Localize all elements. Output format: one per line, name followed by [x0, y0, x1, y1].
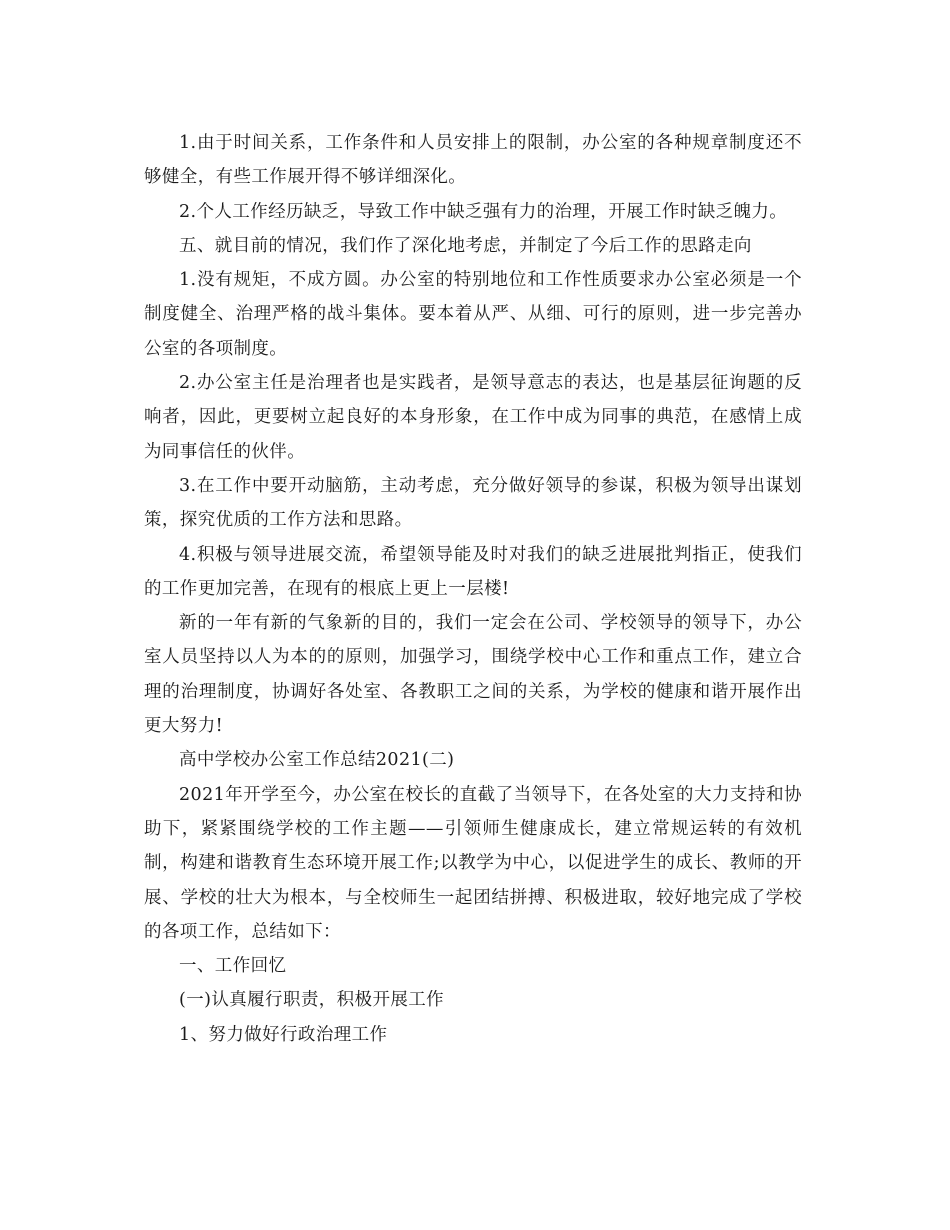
paragraph-plan-3: 3.在工作中要开动脑筋，主动考虑，充分做好领导的参谋，积极为领导出谋划策，探究优质的工作方法和思路。 [144, 475, 802, 531]
paragraph-introduction: 2021年开学至今，办公室在校长的直截了当领导下，在各处室的大力支持和协助下，紧紧围绕学校的工作主题——引领师生健康成长，建立常规运转的有效机制，构建和谐教育生态环境开展工作;以教学为中心，以促进学生的成长、教师的开展、学校的壮大为根本，与全校师生一起团结拼搏、积极进取，较好地完成了学校的各项工作，总结如下： [144, 784, 802, 942]
paragraph-plan-2: 2.办公室主任是治理者也是实践者，是领导意志的表达，也是基层征询题的反响者，因此，更要树立起良好的本身形象，在工作中成为同事的典范，在感情上成为同事信任的伙伴。 [144, 373, 802, 462]
document-body [144, 126, 802, 1052]
paragraph-shortcoming-1: 1.由于时间关系，工作条件和人员安排上的限制，办公室的各种规章制度还不够健全，有些工作展开得不够详细深化。 [144, 133, 802, 188]
document-subtitle: 高中学校办公室工作总结2021(二) [179, 750, 455, 771]
section-heading-future-plan: 五、就目前的情况，我们作了深化地考虑，并制定了今后工作的思路走向 [179, 235, 752, 256]
paragraph-plan-4: 4.积极与领导进展交流，希望领导能及时对我们的缺乏进展批判指正，使我们的工作更加完善，在现有的根底上更上一层楼! [144, 544, 802, 599]
subsection-heading-duties: (一)认真履行职责，积极开展工作 [179, 990, 445, 1011]
section-heading-review: 一、工作回忆 [179, 956, 287, 977]
item-heading-admin-work: 1、努力做好行政治理工作 [179, 1024, 388, 1045]
paragraph-new-year-outlook: 新的一年有新的气象新的目的，我们一定会在公司、学校领导的领导下，办公室人员坚持以人为本的的原则，加强学习，围绕学校中心工作和重点工作，建立合理的治理制度，协调好各处室、各教职工之间的关系，为学校的健康和谐开展作出更大努力! [144, 613, 802, 737]
paragraph-shortcoming-2: 2.个人工作经历缺乏，导致工作中缺乏强有力的治理，开展工作时缺乏魄力。 [179, 201, 788, 222]
paragraph-plan-1: 1.没有规矩，不成方圆。办公室的特别地位和工作性质要求办公室必须是一个制度健全、治理严格的战斗集体。要本着从严、从细、可行的原则，进一步完善办公室的各项制度。 [144, 270, 802, 359]
